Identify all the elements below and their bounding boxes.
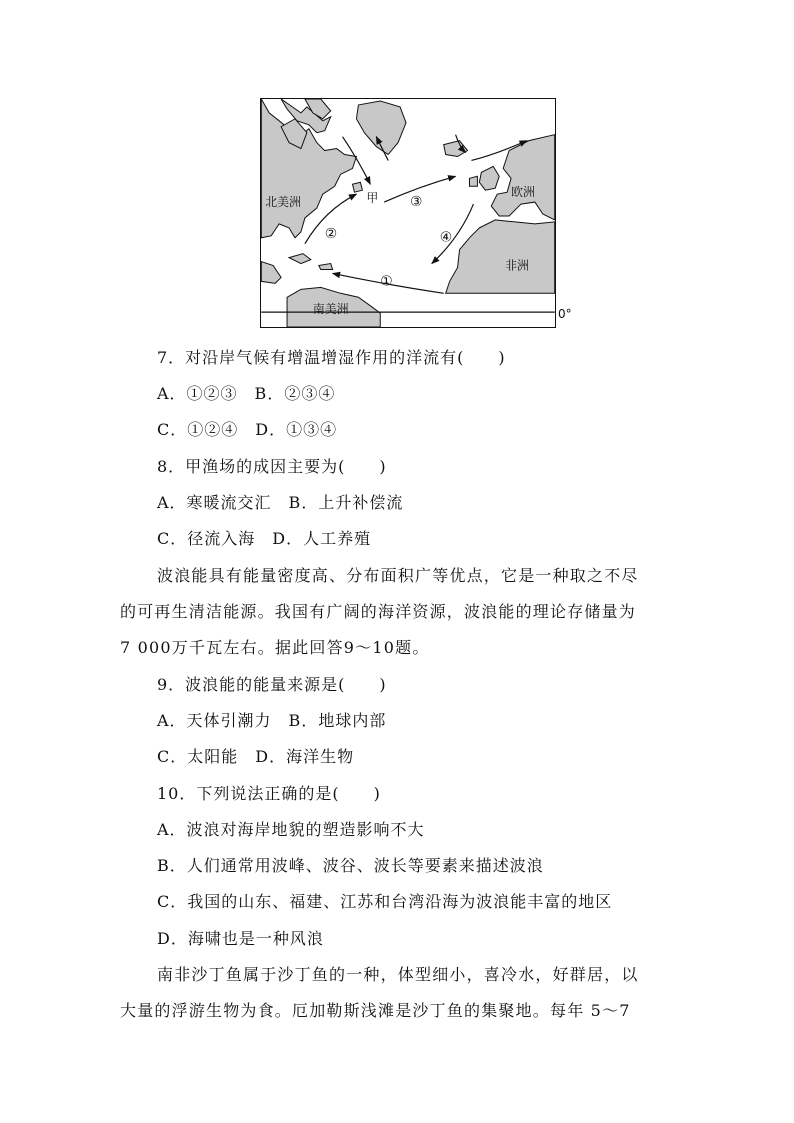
iceland-island xyxy=(444,141,468,157)
current-label-1: ① xyxy=(380,273,393,290)
passage1-line3: 7 000万千瓦左右。据此回答9～10题。 xyxy=(120,638,430,657)
q8-options-cd: C．径流入海 D．人工养殖 xyxy=(157,529,372,548)
central-america xyxy=(261,262,281,284)
europe-landmass xyxy=(491,135,554,220)
q8-stem: 8．甲渔场的成因主要为( ) xyxy=(157,457,387,476)
q9-options-ab: A．天体引潮力 B．地球内部 xyxy=(157,711,387,730)
q7-options-cd: C．①②④ D．①③④ xyxy=(157,420,338,439)
q10-option-d: D．海啸也是一种风浪 xyxy=(157,929,324,948)
label-africa: 非洲 xyxy=(505,258,529,273)
q10-option-c: C．我国的山东、福建、江苏和台湾沿海为波浪能丰富的地区 xyxy=(157,892,613,911)
label-europe: 欧洲 xyxy=(511,185,535,200)
current-label-2: ② xyxy=(324,225,338,242)
label-north-america: 北美洲 xyxy=(265,195,301,210)
newfoundland-island xyxy=(352,182,362,192)
q8-options-ab: A．寒暖流交汇 B．上升补偿流 xyxy=(157,493,404,512)
q7-options-ab: A．①②③ B．②③④ xyxy=(157,384,336,403)
q10-option-b: B．人们通常用波峰、波谷、波长等要素来描述波浪 xyxy=(157,856,544,875)
label-jia: 甲 xyxy=(366,191,379,206)
africa-landmass xyxy=(446,220,555,293)
passage1-line2: 的可再生清洁能源。我国有广阔的海洋资源，波浪能的理论存储量为 xyxy=(120,602,637,621)
q9-options-cd: C．太阳能 D．海洋生物 xyxy=(157,747,355,766)
current-label-3: ③ xyxy=(409,194,423,211)
ireland-island xyxy=(469,176,477,186)
passage1-line1: 波浪能具有能量密度高、分布面积广等优点，它是一种取之不尽 xyxy=(157,566,639,585)
q7-stem: 7．对沿岸气候有增温增湿作用的洋流有( ) xyxy=(157,348,506,367)
q10-option-a: A．波浪对海岸地貌的塑造影响不大 xyxy=(157,820,425,839)
british-isles xyxy=(479,166,499,190)
caribbean-islands xyxy=(289,254,333,270)
passage2-line2: 大量的浮游生物为食。厄加勒斯浅滩是沙丁鱼的集聚地。每年 5～7 xyxy=(120,1001,631,1020)
passage2-line1: 南非沙丁鱼属于沙丁鱼的一种，体型细小，喜冷水，好群居，以 xyxy=(157,965,639,984)
map-svg xyxy=(261,99,555,327)
label-equator: 0° xyxy=(558,307,572,321)
q9-stem: 9．波浪能的能量来源是( ) xyxy=(157,675,387,694)
atlantic-current-map xyxy=(260,98,556,328)
current-label-4: ④ xyxy=(439,229,453,246)
label-south-america: 南美洲 xyxy=(312,302,349,317)
q10-stem: 10．下列说法正确的是( ) xyxy=(157,784,381,803)
